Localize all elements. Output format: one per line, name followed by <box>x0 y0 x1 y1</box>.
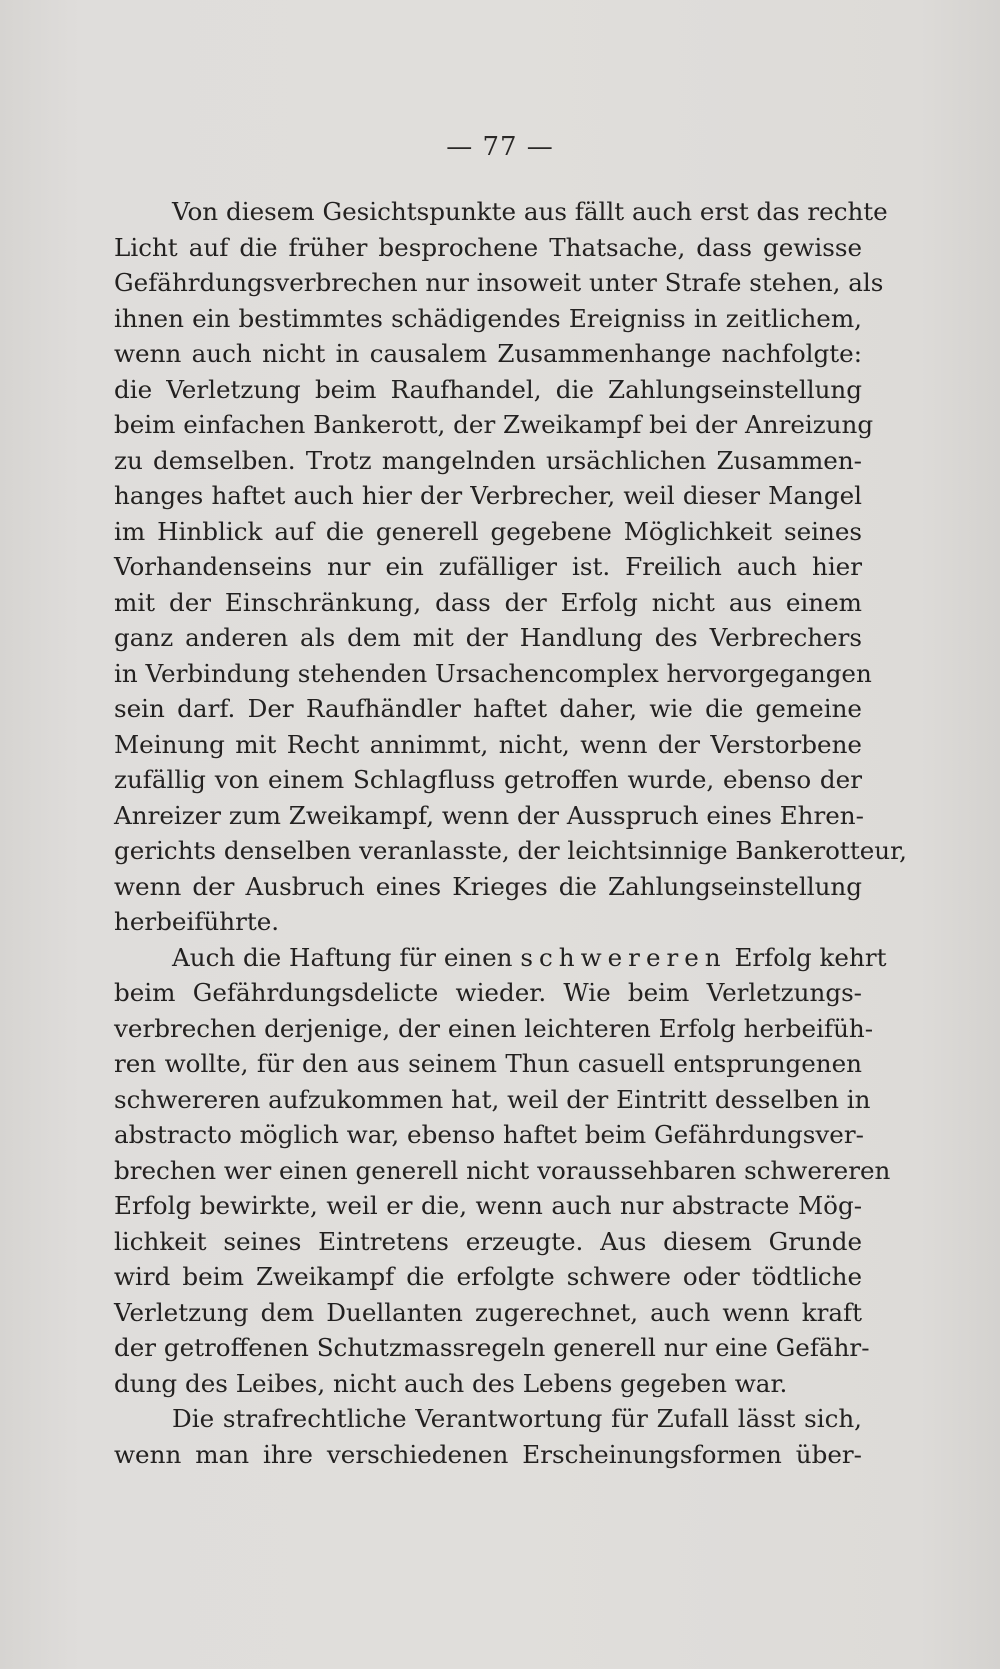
text-line: Licht auf die früher besprochene Thatsache, dass gewisse <box>114 232 862 262</box>
text-line: Erfolg bewirkte, weil er die, wenn auch nur abstracte Mög- <box>114 1191 862 1220</box>
text-line: sein darf. Der Raufhändler haftet daher, wie die gemeine <box>114 694 862 723</box>
text-line-emphasis <box>114 940 887 976</box>
text-line: schwereren aufzukommen hat, weil der Eintritt desselben in <box>114 1084 871 1114</box>
text-line: wenn man ihre verschiedenen Erscheinungsformen über- <box>114 1439 862 1469</box>
text-line: in Verbindung stehenden Ursachencomplex hervorgegangen <box>114 658 872 688</box>
text-line: lichkeit seines Eintretens erzeugte. Aus diesem Grunde <box>114 1226 862 1256</box>
text-line: abstracto möglich war, ebenso haftet beim Gefährdungsver- <box>114 1120 864 1149</box>
text-line: beim einfachen Bankerott, der Zweikampf bei der Anreizung <box>114 410 874 439</box>
body-text <box>114 194 907 1472</box>
page-number: — 77 — <box>446 132 554 162</box>
text-line: der getroffenen Schutzmassregeln generell nur eine Gefähr- <box>114 1333 870 1362</box>
text-line: Vorhandenseins nur ein zufälliger ist. Freilich auch hier <box>114 552 862 581</box>
text-line: herbeiführte. <box>114 907 280 936</box>
text-line: Verletzung dem Duellanten zugerechnet, auch wenn kraft <box>114 1297 862 1327</box>
text-line: Meinung mit Recht annimmt, nicht, wenn der Verstorbene <box>114 729 862 759</box>
text-line: mit der Einschränkung, dass der Erfolg nicht aus einem <box>114 587 862 617</box>
emphasis-before: Auch die Haftung für einen <box>172 942 521 972</box>
text-line: wenn der Ausbruch eines Krieges die Zahlungseinstellung <box>114 871 862 901</box>
text-line: im Hinblick auf die generell gegebene Möglichkeit seines <box>114 516 862 546</box>
text-line: zufällig von einem Schlagfluss getroffen wurde, ebenso der <box>114 765 862 794</box>
text-line: Von diesem Gesichtspunkte aus fällt auch erst das rechte <box>172 197 888 226</box>
text-line: dung des Leibes, nicht auch des Lebens gegeben war. <box>114 1368 788 1398</box>
text-line: verbrechen derjenige, der einen leichteren Erfolg herbeifüh- <box>114 1013 874 1043</box>
text-line: brechen wer einen generell nicht voraussehbaren schwereren <box>114 1155 891 1185</box>
text-line: Die strafrechtliche Verantwortung für Zufall lässt sich, <box>172 1404 862 1433</box>
text-line: gerichts denselben veranlasste, der leichtsinnige Bankerotteur, <box>114 836 907 865</box>
text-line: Gefährdungsverbrechen nur insoweit unter Strafe stehen, als <box>114 268 884 297</box>
text-line: hanges haftet auch hier der Verbrecher, weil dieser Mangel <box>114 481 862 510</box>
text-line: ganz anderen als dem mit der Handlung des Verbrechers <box>114 623 862 652</box>
text-line: wenn auch nicht in causalem Zusammenhange nachfolgte: <box>114 339 862 368</box>
text-line: zu demselben. Trotz mangelnden ursächlichen Zusammen- <box>114 445 862 475</box>
text-line: ren wollte, für den aus seinem Thun casuell entsprungenen <box>114 1049 862 1078</box>
text-line: Anreizer zum Zweikampf, wenn der Ausspruch eines Ehren- <box>114 800 864 830</box>
emphasis-after: Erfolg kehrt <box>726 942 887 972</box>
text-line: beim Gefährdungsdelicte wieder. Wie beim Verletzungs- <box>114 978 862 1007</box>
spaced-emphasis: schwereren <box>520 942 727 972</box>
text-line: ihnen ein bestimmtes schädigendes Ereigniss in zeitlichem, <box>114 303 862 333</box>
text-line: die Verletzung beim Raufhandel, die Zahlungseinstellung <box>114 374 862 404</box>
text-line: wird beim Zweikampf die erfolgte schwere oder tödtliche <box>114 1262 862 1291</box>
